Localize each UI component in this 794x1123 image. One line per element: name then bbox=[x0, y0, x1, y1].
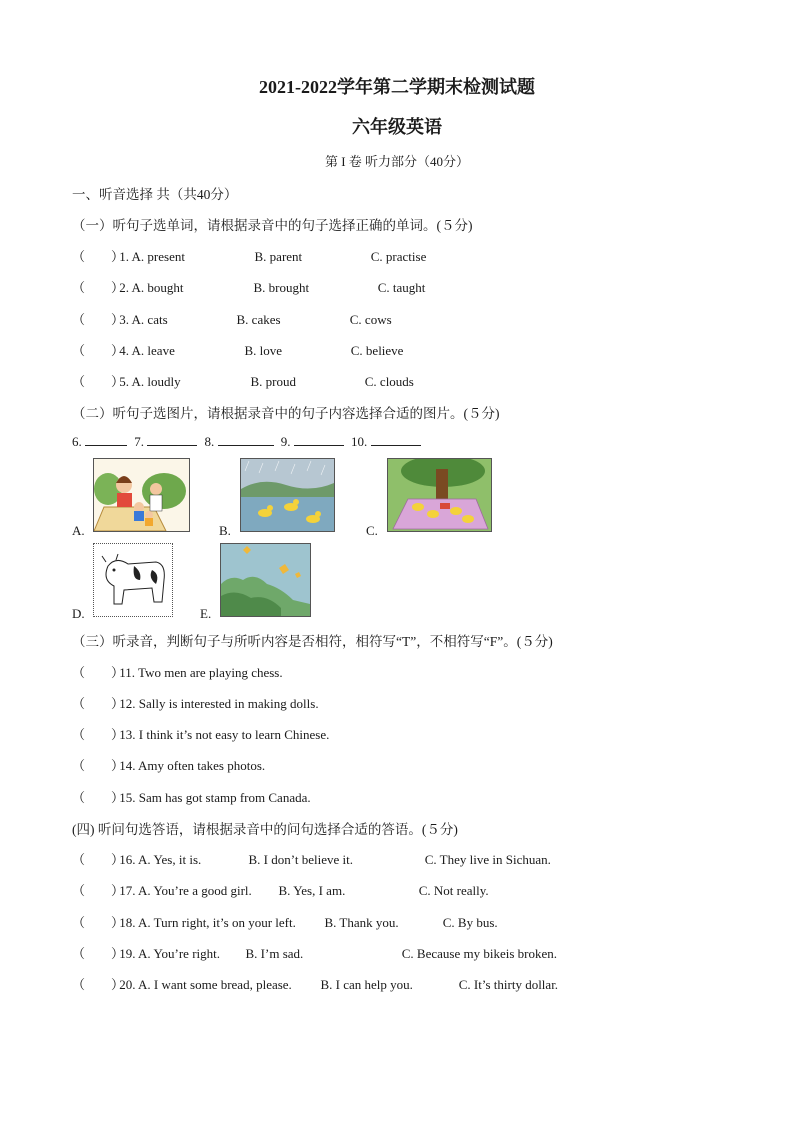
option-b: B. I can help you. bbox=[320, 977, 413, 992]
option-a: 16. A. Yes, it is. bbox=[119, 852, 202, 867]
picture-e-falling-leaves bbox=[220, 543, 311, 617]
answer-paren[interactable]: （ ） bbox=[72, 343, 125, 358]
page-subtitle: 六年级英语 bbox=[352, 117, 442, 137]
option-c: C. Because my bikeis broken. bbox=[401, 946, 557, 961]
question-4 bbox=[72, 340, 403, 359]
section-1-heading: （一）听句子选单词，请根据录音中的句子选择正确的单词。(５分) bbox=[72, 218, 473, 233]
answer-paren[interactable]: （ ） bbox=[72, 977, 125, 992]
part-heading: 第 I 卷 听力部分（40分） bbox=[324, 154, 470, 169]
picture-c-picnic-under-tree bbox=[387, 458, 492, 532]
answer-paren[interactable]: （ ） bbox=[72, 665, 125, 680]
picture-label-c: C. bbox=[366, 523, 378, 538]
option-c: C. It’s thirty dollar. bbox=[458, 977, 559, 992]
statement: 11. Two men are playing chess. bbox=[119, 665, 283, 680]
option-c: C. By bus. bbox=[442, 915, 498, 930]
answer-blank-9[interactable] bbox=[294, 433, 344, 446]
option-a: 5. A. loudly bbox=[119, 374, 181, 389]
option-b: B. Yes, I am. bbox=[278, 883, 346, 898]
section-4-heading: (四) 听问句选答语，请根据录音中的问句选择合适的答语。(５分) bbox=[72, 822, 458, 837]
blank-label-6: 6. bbox=[72, 434, 82, 449]
answer-paren[interactable]: （ ） bbox=[72, 946, 125, 961]
option-a: 19. A. You’re right. bbox=[119, 946, 221, 961]
option-a: 20. A. I want some bread, please. bbox=[119, 977, 292, 992]
section-3-heading: （三）听录音，判断句子与所听内容是否相符，相符写“T”，不相符写“F”。(５分) bbox=[72, 634, 553, 649]
answer-paren[interactable]: （ ） bbox=[72, 696, 125, 711]
question-12 bbox=[72, 693, 319, 712]
option-b: B. Thank you. bbox=[324, 915, 399, 930]
question-3 bbox=[72, 309, 392, 328]
option-c: C. clouds bbox=[364, 374, 414, 389]
blank-label-9: 9. bbox=[280, 434, 291, 449]
section-main-heading: 一、听音选择 共（共40分） bbox=[72, 187, 238, 202]
picture-d-cow bbox=[93, 543, 173, 617]
statement: 12. Sally is interested in making dolls. bbox=[119, 696, 319, 711]
answer-paren[interactable]: （ ） bbox=[72, 758, 125, 773]
option-c: C. practise bbox=[370, 249, 427, 264]
option-b: B. I don’t believe it. bbox=[248, 852, 353, 867]
picture-label-e: E. bbox=[200, 606, 212, 621]
option-b: B. brought bbox=[253, 280, 310, 295]
option-a: 4. A. leave bbox=[119, 343, 175, 358]
picture-label-a: A. bbox=[72, 523, 85, 538]
picture-label-b: B. bbox=[219, 523, 231, 538]
question-17 bbox=[72, 880, 489, 899]
option-a: 18. A. Turn right, it’s on your left. bbox=[119, 915, 296, 930]
answer-paren[interactable]: （ ） bbox=[72, 790, 125, 805]
question-1 bbox=[72, 246, 426, 265]
question-18 bbox=[72, 912, 498, 931]
answer-paren[interactable]: （ ） bbox=[72, 852, 125, 867]
option-a: 2. A. bought bbox=[119, 280, 184, 295]
question-19 bbox=[72, 943, 557, 962]
blank-label-7: 7. bbox=[134, 434, 144, 449]
option-a: 17. A. You’re a good girl. bbox=[119, 883, 252, 898]
answer-blank-10[interactable] bbox=[371, 433, 421, 446]
question-16 bbox=[72, 849, 551, 868]
option-b: B. love bbox=[244, 343, 283, 358]
answer-paren[interactable]: （ ） bbox=[72, 280, 125, 295]
question-20 bbox=[72, 974, 558, 993]
answer-blank-8[interactable] bbox=[218, 433, 274, 446]
question-13 bbox=[72, 724, 329, 743]
picture-label-d: D. bbox=[72, 606, 85, 621]
page-title: 2021-2022学年第二学期末检测试题 bbox=[259, 77, 535, 97]
question-11 bbox=[72, 662, 283, 681]
question-5 bbox=[72, 371, 414, 390]
option-a: 3. A. cats bbox=[119, 312, 168, 327]
option-c: C. Not really. bbox=[418, 883, 489, 898]
statement: 15. Sam has got stamp from Canada. bbox=[119, 790, 311, 805]
answer-paren[interactable]: （ ） bbox=[72, 727, 125, 742]
blank-label-8: 8. bbox=[204, 434, 215, 449]
answer-paren[interactable]: （ ） bbox=[72, 312, 125, 327]
picture-blanks bbox=[72, 433, 421, 450]
option-b: B. parent bbox=[254, 249, 303, 264]
section-2-heading: （二）听句子选图片，请根据录音中的句子内容选择合适的图片。(５分) bbox=[72, 406, 500, 421]
option-b: B. proud bbox=[250, 374, 296, 389]
option-a: 1. A. present bbox=[119, 249, 185, 264]
option-c: C. taught bbox=[377, 280, 426, 295]
statement: 13. I think it’s not easy to learn Chinese. bbox=[119, 727, 330, 742]
option-b: B. cakes bbox=[236, 312, 281, 327]
answer-blank-6[interactable] bbox=[85, 433, 127, 446]
question-14 bbox=[72, 755, 265, 774]
answer-paren[interactable]: （ ） bbox=[72, 374, 125, 389]
option-c: C. believe bbox=[350, 343, 404, 358]
picture-b-ducks-in-rain bbox=[240, 458, 335, 532]
answer-blank-7[interactable] bbox=[147, 433, 197, 446]
statement: 14. Amy often takes photos. bbox=[119, 758, 266, 773]
question-15 bbox=[72, 787, 311, 806]
picture-a-family-picnic bbox=[93, 458, 190, 532]
answer-paren[interactable]: （ ） bbox=[72, 915, 125, 930]
answer-paren[interactable]: （ ） bbox=[72, 883, 125, 898]
option-c: C. cows bbox=[349, 312, 392, 327]
blank-label-10: 10. bbox=[351, 434, 368, 449]
option-c: C. They live in Sichuan. bbox=[424, 852, 551, 867]
option-b: B. I’m sad. bbox=[245, 946, 304, 961]
answer-paren[interactable]: （ ） bbox=[72, 249, 125, 264]
question-2 bbox=[72, 277, 425, 296]
